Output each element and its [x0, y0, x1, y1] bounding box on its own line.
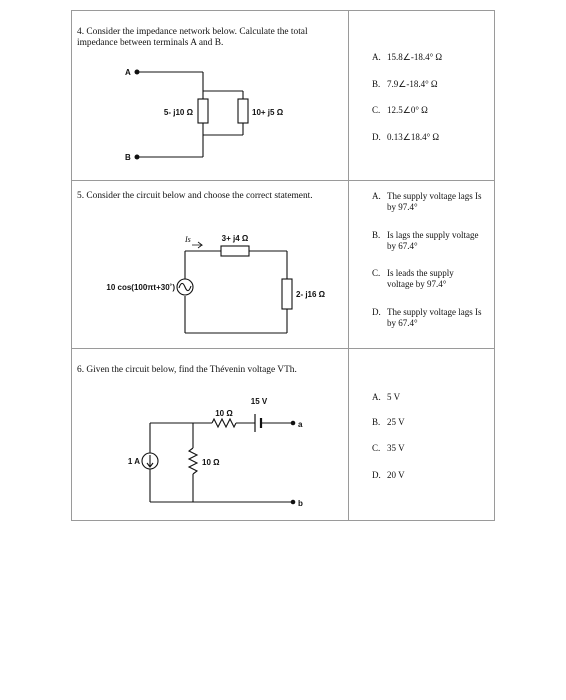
z-top-label: 3+ j4 Ω	[221, 234, 249, 243]
r-series-label: 10 Ω	[215, 409, 233, 418]
q6-text: 6. Given the circuit below, find the Thévenin voltage VTh.	[77, 365, 297, 375]
label-a: A	[125, 68, 131, 77]
q6-option-a[interactable]: A. 5 V	[372, 392, 401, 402]
resistor-10ohm-shunt	[189, 448, 197, 474]
q6-option-b[interactable]: B. 25 V	[372, 417, 405, 427]
battery-label: 15 V	[250, 397, 268, 406]
source-label: 10 cos(100πt+30˚)	[106, 283, 175, 292]
q4-option-d[interactable]: D. 0.13∠18.4° Ω	[372, 132, 440, 142]
source-label: 1 A	[127, 457, 140, 466]
q4-option-b[interactable]: B. 7.9∠-18.4° Ω	[372, 79, 438, 89]
z1-label: 5- j10 Ω	[163, 108, 193, 117]
q4-option-c[interactable]: C. 12.5∠0° Ω	[372, 105, 428, 115]
q6-circuit	[72, 11, 348, 522]
q6-option-c[interactable]: C. 35 V	[372, 443, 405, 453]
q5-option-d[interactable]: D. The supply voltage lags Is by 67.4°	[372, 307, 482, 328]
z-right-label: 2- j16 Ω	[296, 290, 326, 299]
q4-option-a[interactable]: A. 15.8∠-18.4° Ω	[372, 52, 443, 62]
q5-option-b[interactable]: B. Is lags the supply voltage by 67.4°	[372, 230, 479, 251]
q5-option-c[interactable]: C. Is leads the supply voltage by 97.4°	[372, 268, 454, 289]
question-table	[71, 10, 495, 521]
r-shunt-label: 10 Ω	[202, 458, 220, 467]
q5-option-a[interactable]: A. The supply voltage lags Is by 97.4°	[372, 191, 482, 212]
label-b: B	[125, 153, 131, 162]
q4-text: 4. Consider the impedance network below. Calculate the total impedance between terminals A and B.	[77, 27, 308, 48]
terminal-a	[291, 421, 296, 426]
node-a-label: a	[298, 420, 303, 429]
column-divider	[348, 11, 349, 520]
resistor-10ohm-series	[212, 419, 236, 427]
current-label: Is	[185, 235, 191, 244]
node-b-label: b	[298, 499, 303, 508]
terminal-b	[291, 500, 296, 505]
q6-option-d[interactable]: D. 20 V	[372, 470, 405, 480]
z2-label: 10+ j5 Ω	[252, 108, 284, 117]
q5-text: 5. Consider the circuit below and choose the correct statement.	[77, 191, 313, 201]
